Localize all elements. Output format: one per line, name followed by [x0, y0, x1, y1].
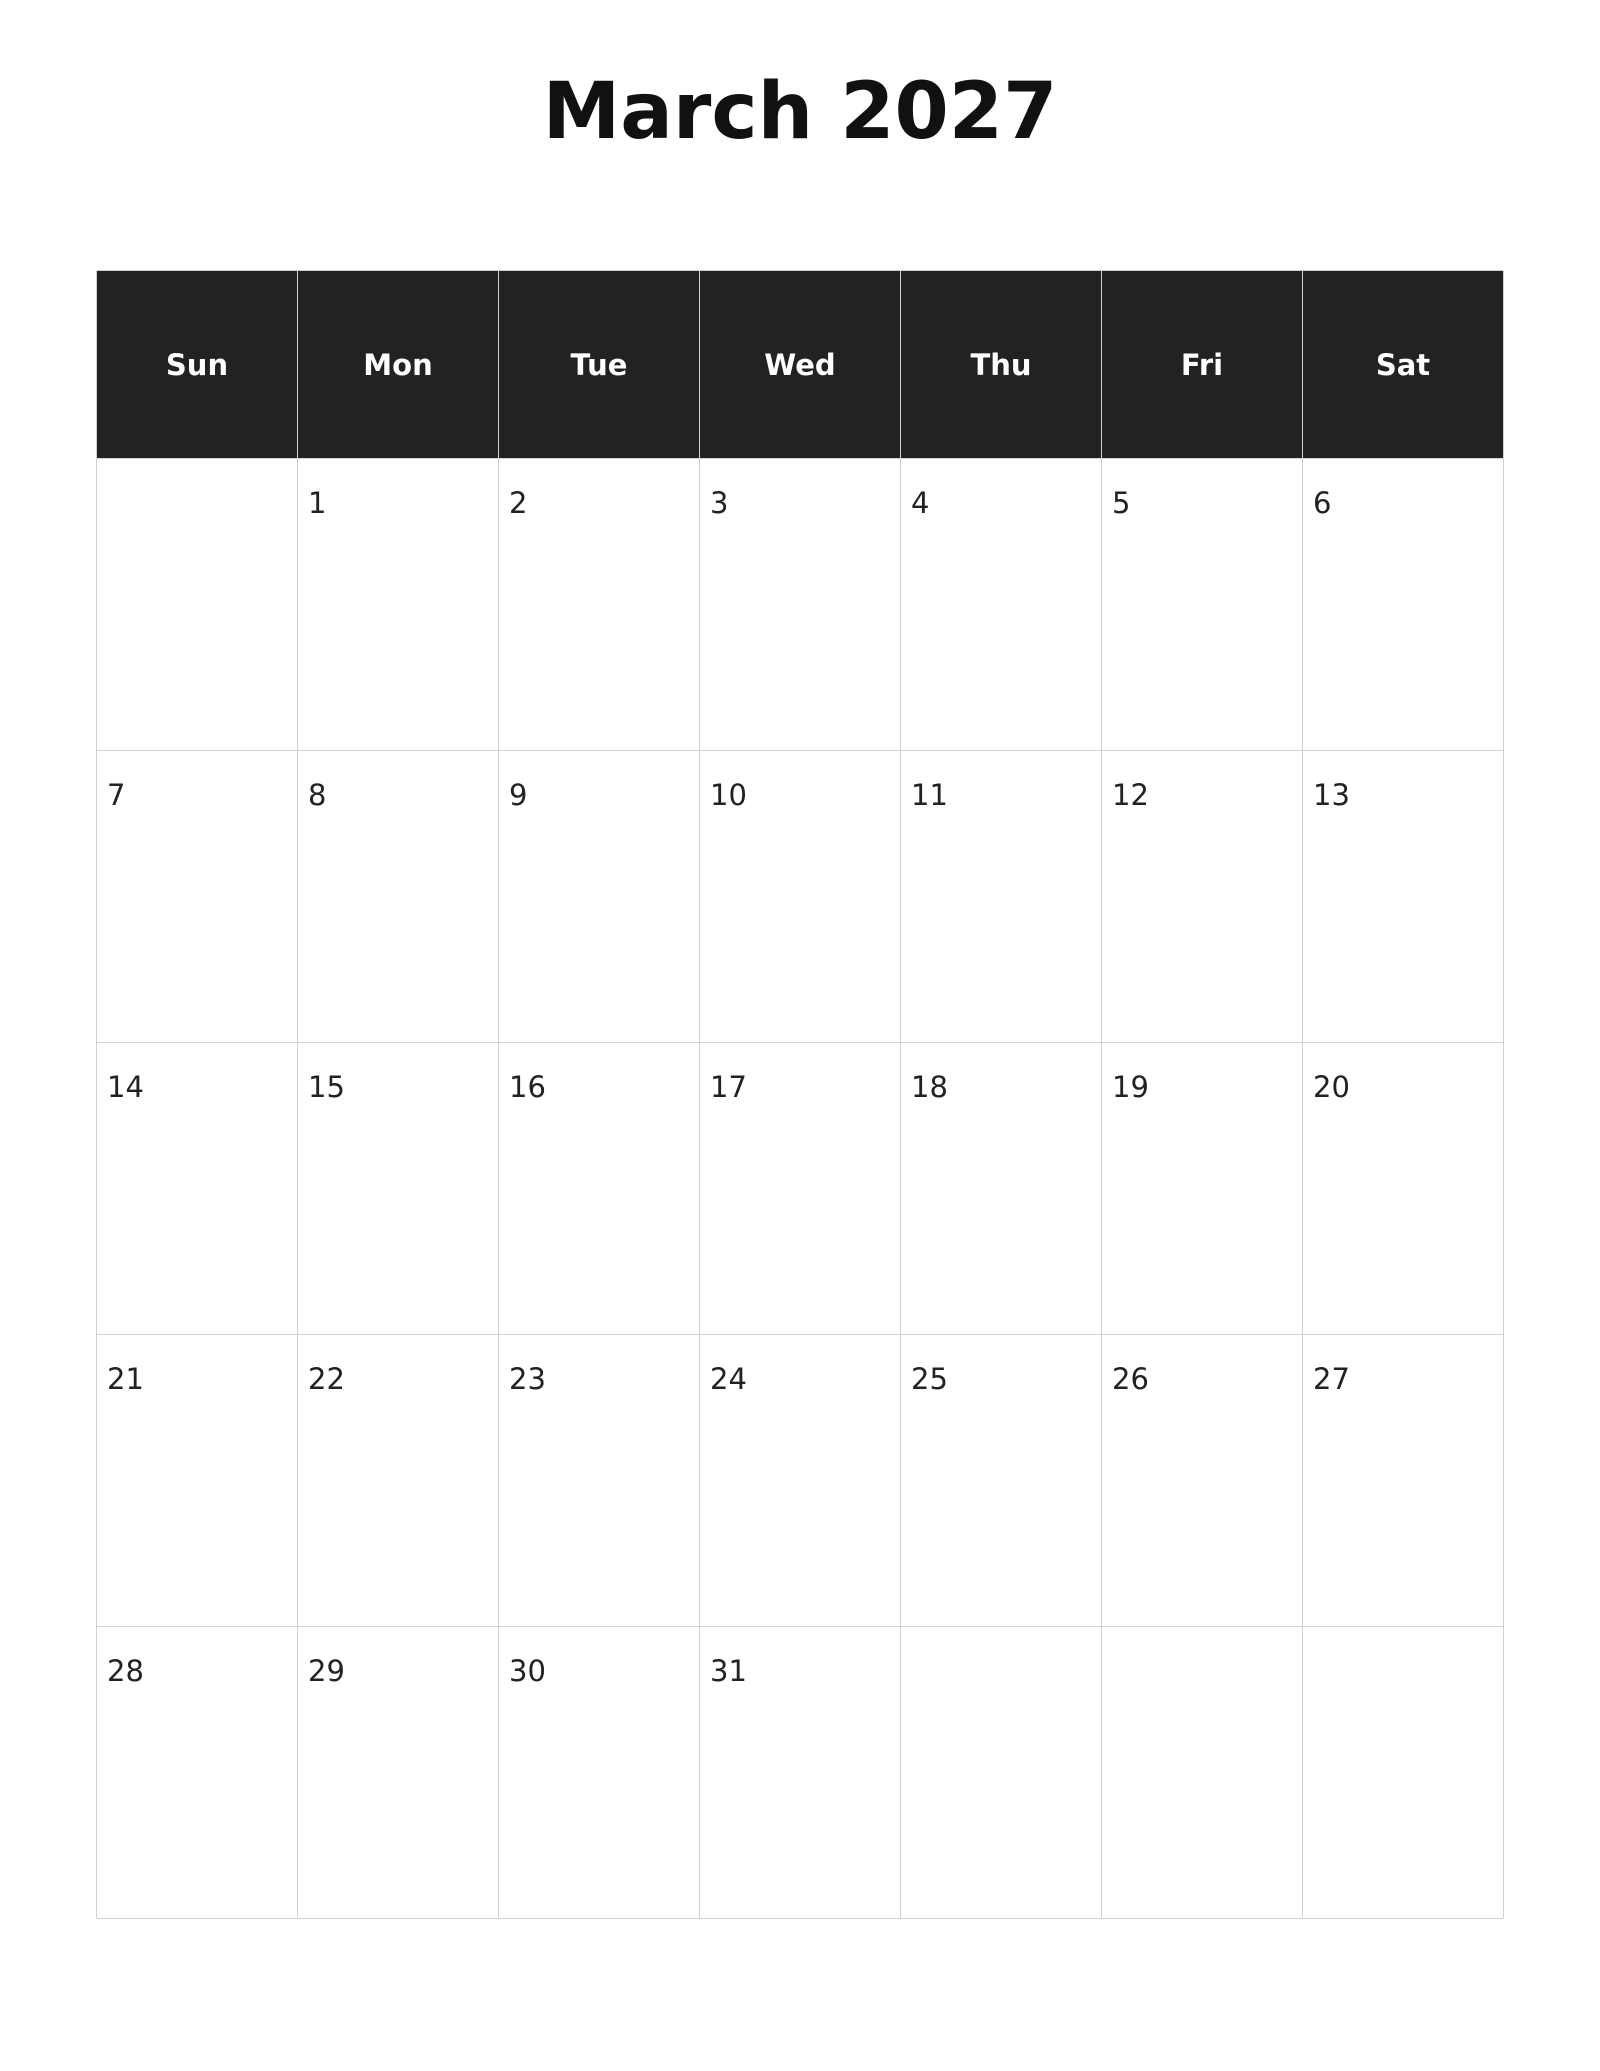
- weekday-header-fri: Fri: [1102, 271, 1303, 459]
- day-number: 26: [1112, 1362, 1149, 1396]
- day-cell: [700, 1335, 901, 1627]
- weekday-header-sat: Sat: [1303, 271, 1504, 459]
- day-cell: [700, 1043, 901, 1335]
- day-number: 23: [509, 1362, 546, 1396]
- weekday-header-row: [97, 271, 1504, 459]
- weekday-header-tue: Tue: [499, 271, 700, 459]
- day-number: 24: [710, 1362, 747, 1396]
- day-number: 15: [308, 1070, 345, 1104]
- day-cell: [1303, 751, 1504, 1043]
- day-cell: [901, 1335, 1102, 1627]
- day-cell: [700, 459, 901, 751]
- day-number: 22: [308, 1362, 345, 1396]
- day-number: 29: [308, 1654, 345, 1688]
- day-cell: [97, 1335, 298, 1627]
- day-number: [97, 459, 297, 489]
- day-cell: [1102, 751, 1303, 1043]
- day-number: 20: [1313, 1070, 1350, 1104]
- day-cell: [298, 751, 499, 1043]
- day-cell: [97, 1627, 298, 1919]
- day-number: 2: [509, 486, 528, 520]
- day-cell: [901, 1043, 1102, 1335]
- day-number: 6: [1313, 486, 1332, 520]
- day-cell: [499, 1043, 700, 1335]
- day-cell: [499, 1335, 700, 1627]
- week-row: [97, 751, 1504, 1043]
- day-number: 28: [107, 1654, 144, 1688]
- week-row: [97, 1627, 1504, 1919]
- day-cell: [499, 751, 700, 1043]
- day-cell: [1303, 1043, 1504, 1335]
- day-number: 25: [911, 1362, 948, 1396]
- day-number: 30: [509, 1654, 546, 1688]
- day-number: 8: [308, 778, 327, 812]
- day-cell: [700, 1627, 901, 1919]
- day-number: [1303, 1627, 1503, 1657]
- day-cell: [1303, 1335, 1504, 1627]
- day-number: 18: [911, 1070, 948, 1104]
- day-number: 9: [509, 778, 528, 812]
- weekday-header-mon: Mon: [298, 271, 499, 459]
- day-cell: [1102, 459, 1303, 751]
- day-number: 1: [308, 486, 327, 520]
- day-number: 21: [107, 1362, 144, 1396]
- day-number: 16: [509, 1070, 546, 1104]
- page-title: March 2027: [542, 67, 1058, 157]
- day-number: 4: [911, 486, 930, 520]
- day-number: 5: [1112, 486, 1131, 520]
- day-number: 27: [1313, 1362, 1350, 1396]
- day-cell: [97, 1043, 298, 1335]
- day-number: 31: [710, 1654, 747, 1688]
- day-number: 14: [107, 1070, 144, 1104]
- day-cell: [901, 1627, 1102, 1919]
- day-number: 7: [107, 778, 126, 812]
- week-row: [97, 1335, 1504, 1627]
- day-number: 13: [1313, 778, 1350, 812]
- day-cell: [97, 459, 298, 751]
- day-number: 12: [1112, 778, 1149, 812]
- day-cell: [298, 459, 499, 751]
- weekday-header-sun: Sun: [97, 271, 298, 459]
- day-cell: [97, 751, 298, 1043]
- day-cell: [499, 1627, 700, 1919]
- day-cell: [1102, 1335, 1303, 1627]
- day-number: 19: [1112, 1070, 1149, 1104]
- day-number: 11: [911, 778, 948, 812]
- day-number: [901, 1627, 1101, 1657]
- day-number: 3: [710, 486, 729, 520]
- day-cell: [1303, 459, 1504, 751]
- day-cell: [1303, 1627, 1504, 1919]
- day-number: [1102, 1627, 1302, 1657]
- day-cell: [901, 459, 1102, 751]
- weekday-header-thu: Thu: [901, 271, 1102, 459]
- day-cell: [499, 459, 700, 751]
- day-cell: [1102, 1627, 1303, 1919]
- day-cell: [700, 751, 901, 1043]
- day-cell: [901, 751, 1102, 1043]
- day-number: 17: [710, 1070, 747, 1104]
- day-cell: [298, 1627, 499, 1919]
- day-cell: [1102, 1043, 1303, 1335]
- calendar-grid: [96, 270, 1504, 1919]
- day-cell: [298, 1335, 499, 1627]
- week-row: [97, 459, 1504, 751]
- weekday-header-wed: Wed: [700, 271, 901, 459]
- day-cell: [298, 1043, 499, 1335]
- week-row: [97, 1043, 1504, 1335]
- day-number: 10: [710, 778, 747, 812]
